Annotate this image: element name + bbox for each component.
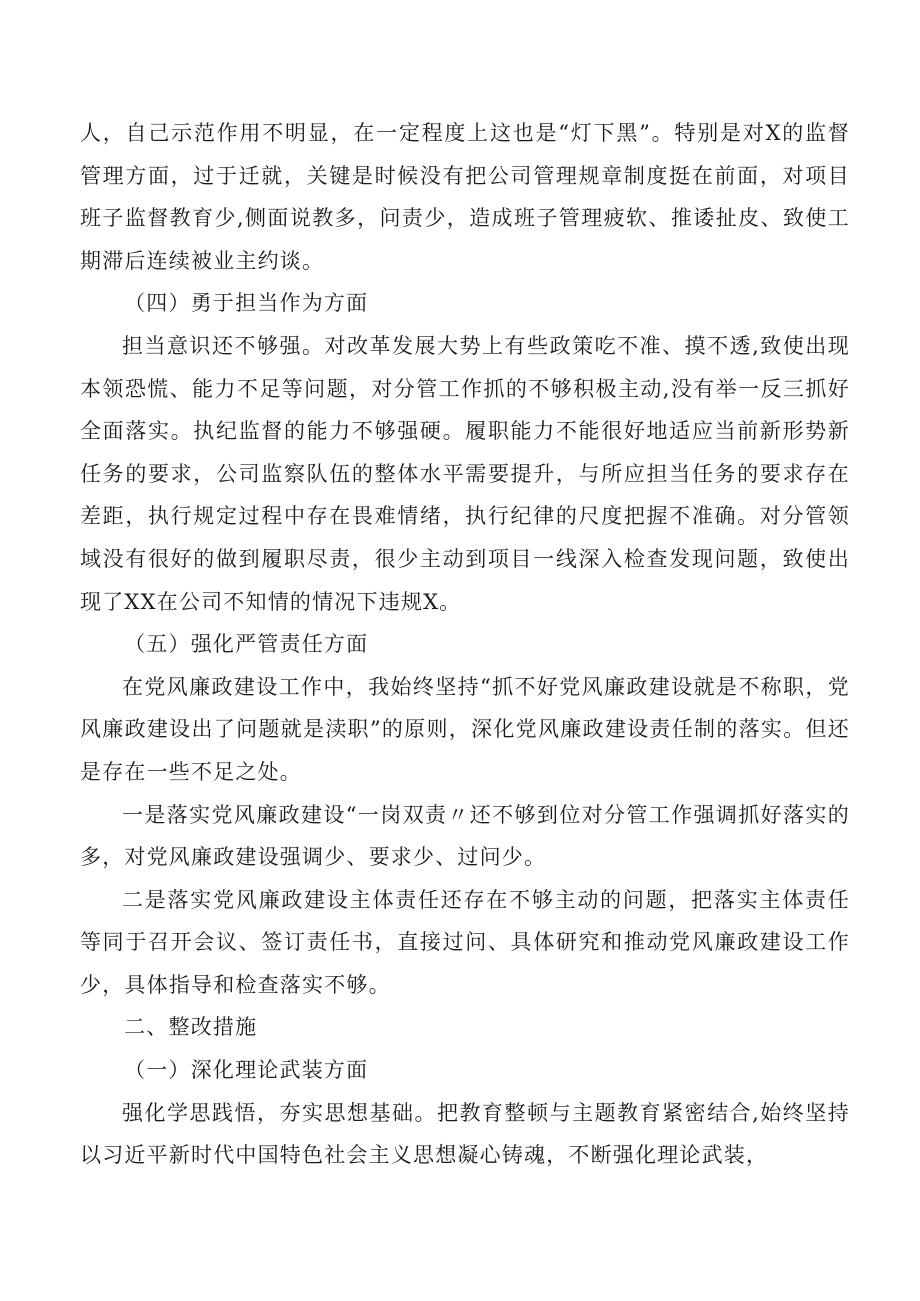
section-heading-four: （四）勇于担当作为方面 bbox=[124, 291, 369, 316]
paragraph-point-two: 二是落实党风廉政建设主体责任还存在不够主动的问题，把落实主体责任等同于召开会议、签订责任书，直接过问、具体研究和推动党风廉政建设工作少，具体指导和检查落实不够。 bbox=[80, 887, 850, 997]
section-heading-one: （一）深化理论武装方面 bbox=[124, 1058, 369, 1083]
section-heading-five: （五）强化严管责任方面 bbox=[124, 632, 369, 657]
paragraph-responsibility: 担当意识还不够强。对改革发展大势上有些政策吃不准、摸不透,致使出现本领恐慌、能力不足等问题，对分管工作抓的不够积极主动,没有举一反三抓好全面落实。执纪监督的能力不够强硬。履职能力不能很好地适应当前新形势新任务的要求，公司监察队伍的整体水平需要提升，与所应担当任务的要求存在差距，执行规定过程中存在畏难情绪，执行纪律的尺度把握不准确。对分管领域没有很好的做到履职尽责，很少主动到项目一线深入检查发现问题，致使出现了XX在公司不知情的情况下违规X。 bbox=[80, 333, 850, 614]
section-heading-measures: 二、整改措施 bbox=[124, 1015, 258, 1040]
paragraph-party-integrity: 在党风廉政建设工作中，我始终坚持“抓不好党风廉政建设就是不称职，党风廉政建设出了问题就是渎职”的原则，深化党风廉政建设责任制的落实。但还是存在一些不足之处。 bbox=[80, 674, 850, 784]
paragraph-continuation: 人，自己示范作用不明显，在一定程度上这也是“灯下黑”。特别是对X的监督管理方面，过于迁就，关键是时候没有把公司管理规章制度挺在前面，对项目班子监督教育少,侧面说教多，问责少，造成班子管理疲软、推诿扯皮、致使工期滞后连续被业主约谈。 bbox=[80, 121, 850, 273]
document-body bbox=[80, 112, 850, 1177]
paragraph-point-one: 一是落实党风廉政建设“一岗双责〃还不够到位对分管工作强调抓好落实的多，对党风廉政建设强调少、要求少、过问少。 bbox=[80, 802, 850, 870]
paragraph-theory: 强化学思践悟，夯实思想基础。把教育整顿与主题教育紧密结合,始终坚持以习近平新时代中国特色社会主义思想凝心铸魂，不断强化理论武装， bbox=[80, 1100, 850, 1168]
